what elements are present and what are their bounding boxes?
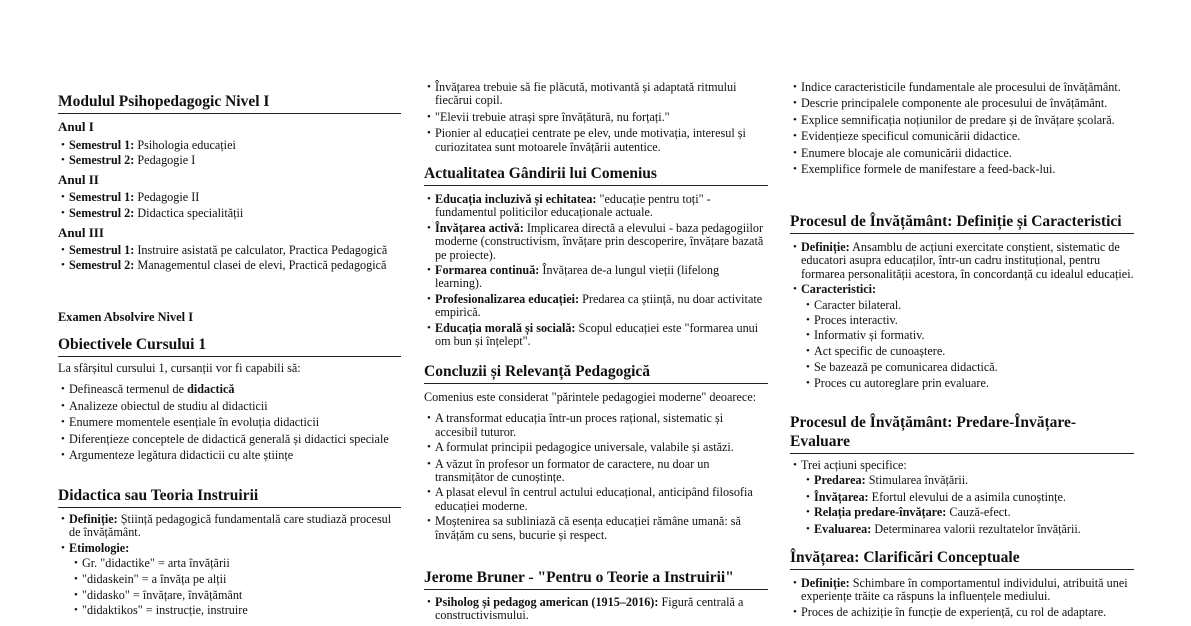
list-item: • Diferențieze conceptele de didactică generală și didactici speciale xyxy=(58,433,401,446)
list-item: • Etimologie: xyxy=(58,542,401,555)
list-item: • A transformat educația într-un proces rațional, sistematic și accesibil tuturor. xyxy=(424,412,768,439)
actualitate-section xyxy=(424,164,768,348)
invatare-list xyxy=(790,577,1134,619)
proces-def-section xyxy=(790,212,1134,390)
comenius-intro-list xyxy=(424,81,768,154)
list-item: • Semestrul 1: Psihologia educației xyxy=(58,139,401,152)
list-item: • Semestrul 1: Instruire asistată pe calculator, Practica Pedagogică xyxy=(58,244,401,257)
list-item: • Educația incluzivă și echitatea: "educație pentru toți" - fundamentul politicilor educaționale actuale. xyxy=(424,193,768,220)
didactica-title: Didactica sau Teoria Instruirii xyxy=(58,486,401,508)
list-item: • Pionier al educației centrate pe elev, unde motivația, interesul și curiozitatea sunt motoarele învățării autentice. xyxy=(424,127,768,154)
list-item: • "didaktikos" = instrucție, instruire xyxy=(58,604,401,617)
module-section xyxy=(58,92,401,272)
concluzii-section xyxy=(424,362,768,542)
list-item: • Enumere momentele esențiale în evoluția didacticii xyxy=(58,416,401,429)
list-item: • Informativ și formativ. xyxy=(790,329,1134,342)
year-2-title: Anul II xyxy=(58,171,99,187)
list-item: • "didaskein" = a învăța pe alții xyxy=(58,573,401,586)
list-item: • "Elevii trebuie atrași spre învățătură, nu forțați." xyxy=(424,111,768,124)
proces-def-title: Procesul de Învățământ: Definiție și Caracteristici xyxy=(790,212,1134,234)
actualitate-title: Actualitatea Gândirii lui Comenius xyxy=(424,164,768,186)
list-item: • Semestrul 1: Pedagogie II xyxy=(58,191,401,204)
list-item: • Act specific de cunoaștere. xyxy=(790,345,1134,358)
bruner-section xyxy=(424,568,768,623)
list-item: • Evidențieze specificul comunicării didactice. xyxy=(790,130,1134,143)
predare-section xyxy=(790,413,1134,536)
list-item: • Relația predare-învățare: Cauză-efect. xyxy=(790,506,1134,519)
list-item: • Definească termenul de didactică xyxy=(58,383,401,396)
list-item: • Caracter bilateral. xyxy=(790,299,1134,312)
didactica-list xyxy=(58,513,401,618)
objectives-continued-section xyxy=(790,81,1134,176)
year-3-list xyxy=(58,244,401,273)
list-item: • Învățarea trebuie să fie plăcută, motivantă și adaptată ritmului fiecărui copil. xyxy=(424,81,768,108)
list-item: • Predarea: Stimularea învățării. xyxy=(790,474,1134,487)
list-item: • Descrie principalele componente ale procesului de învățământ. xyxy=(790,97,1134,110)
list-item: • Evaluarea: Determinarea valorii rezultatelor învățării. xyxy=(790,523,1134,536)
objectives-intro: La sfârșitul cursului 1, cursanții vor fi capabili să: xyxy=(58,361,301,375)
list-item: • Proces de achiziție în funcție de experiență, cu rol de adaptare. xyxy=(790,606,1134,619)
concluzii-title: Concluzii și Relevanță Pedagogică xyxy=(424,362,768,384)
didactica-section xyxy=(58,486,401,618)
list-item: • A văzut în profesor un formator de caractere, nu doar un transmițător de cunoștințe. xyxy=(424,458,768,485)
list-item: • Definiție: Știință pedagogică fundamentală care studiază procesul de învățământ. xyxy=(58,513,401,540)
list-item: • Semestrul 2: Pedagogie I xyxy=(58,154,401,167)
year-2-list xyxy=(58,191,401,221)
module-title: Modulul Psihopedagogic Nivel I xyxy=(58,92,401,114)
year-1-list xyxy=(58,139,401,168)
objectives-title: Obiectivele Cursului 1 xyxy=(58,335,401,357)
comenius-intro-section xyxy=(424,81,768,154)
list-item: • Caracteristici: xyxy=(790,283,1134,296)
list-item: • Indice caracteristicile fundamentale ale procesului de învățământ. xyxy=(790,81,1134,94)
list-item: • Definiție: Schimbare în comportamentul individului, atribuită unei experiențe trăite ca răspuns la influențele mediului. xyxy=(790,577,1134,604)
list-item: • Formarea continuă: Învățarea de-a lungul vieții (lifelong learning). xyxy=(424,264,768,291)
predare-title: Procesul de Învățământ: Predare-Învățare-Evaluare xyxy=(790,413,1134,454)
concluzii-intro: Comenius este considerat "părintele pedagogiei moderne" deoarece: xyxy=(424,390,757,404)
list-item: • A plasat elevul în centrul actului educațional, anticipând filosofia educației moderne. xyxy=(424,486,768,513)
actualitate-list xyxy=(424,193,768,348)
bruner-title: Jerome Bruner - "Pentru o Teorie a Instruirii" xyxy=(424,568,768,590)
concluzii-list xyxy=(424,412,768,542)
list-item: • Educația morală și socială: Scopul educației este "formarea unui om bun și înțelept". xyxy=(424,322,768,349)
list-item: • Semestrul 2: Didactica specialității xyxy=(58,207,401,220)
list-item: • "didasko" = învățare, învățământ xyxy=(58,589,401,602)
list-item: • Profesionalizarea educației: Predarea ca știință, nu doar activitate empirică. xyxy=(424,293,768,320)
list-item: • Exemplifice formele de manifestare a feed-back-lui. xyxy=(790,163,1134,176)
list-item: • Enumere blocaje ale comunicării didactice. xyxy=(790,147,1134,160)
invatare-section xyxy=(790,548,1134,619)
list-item: • Proces cu autoreglare prin evaluare. xyxy=(790,377,1134,390)
list-item: • Învățarea activă: Implicarea directă a elevului - baza pedagogiilor moderne (constructivism, învățare prin descoperire, învățare bazată pe proiecte). xyxy=(424,222,768,262)
exam-title: Examen Absolvire Nivel I xyxy=(58,310,194,324)
list-item: • Argumenteze legătura didacticii cu alte științe xyxy=(58,449,401,462)
list-item: • Explice semnificația noțiunilor de predare și de învățare școlară. xyxy=(790,114,1134,127)
list-item: • Definiție: Ansamblu de acțiuni exercitate conștient, sistematic de educatori asupra educaților, într-un cadru instituțional, pentru formarea personalității acestora, în concordanță cu idealul educației. xyxy=(790,241,1134,281)
proces-def-list xyxy=(790,241,1134,390)
year-1-title: Anul I xyxy=(58,119,94,134)
list-item: • Învățarea: Efortul elevului de a asimila cunoștințe. xyxy=(790,491,1134,504)
list-item: • A formulat principii pedagogice universale, valabile și astăzi. xyxy=(424,441,768,454)
objectives-section xyxy=(58,335,401,462)
year-3-title: Anul III xyxy=(58,224,104,240)
bruner-list xyxy=(424,596,768,623)
exam-section xyxy=(58,309,401,325)
list-item: • Proces interactiv. xyxy=(790,314,1134,327)
list-item: • Analizeze obiectul de studiu al didacticii xyxy=(58,400,401,413)
objectives-continued-list xyxy=(790,81,1134,176)
invatare-title: Învățarea: Clarificări Conceptuale xyxy=(790,548,1134,570)
list-item: • Gr. "didactike" = arta învățării xyxy=(58,557,401,570)
list-item: • Se bazează pe comunicarea didactică. xyxy=(790,361,1134,374)
list-item: • Psiholog și pedagog american (1915–2016): Figură centrală a constructivismului. xyxy=(424,596,768,623)
list-item: • Trei acțiuni specifice: xyxy=(790,459,1134,472)
list-item: • Moștenirea sa subliniază că esența educației rămâne umană: să învățăm cu sens, bucurie și respect. xyxy=(424,515,768,542)
list-item: • Semestrul 2: Managementul clasei de elevi, Practică pedagogică xyxy=(58,259,401,272)
objectives-list xyxy=(58,383,401,462)
predare-list xyxy=(790,459,1134,536)
